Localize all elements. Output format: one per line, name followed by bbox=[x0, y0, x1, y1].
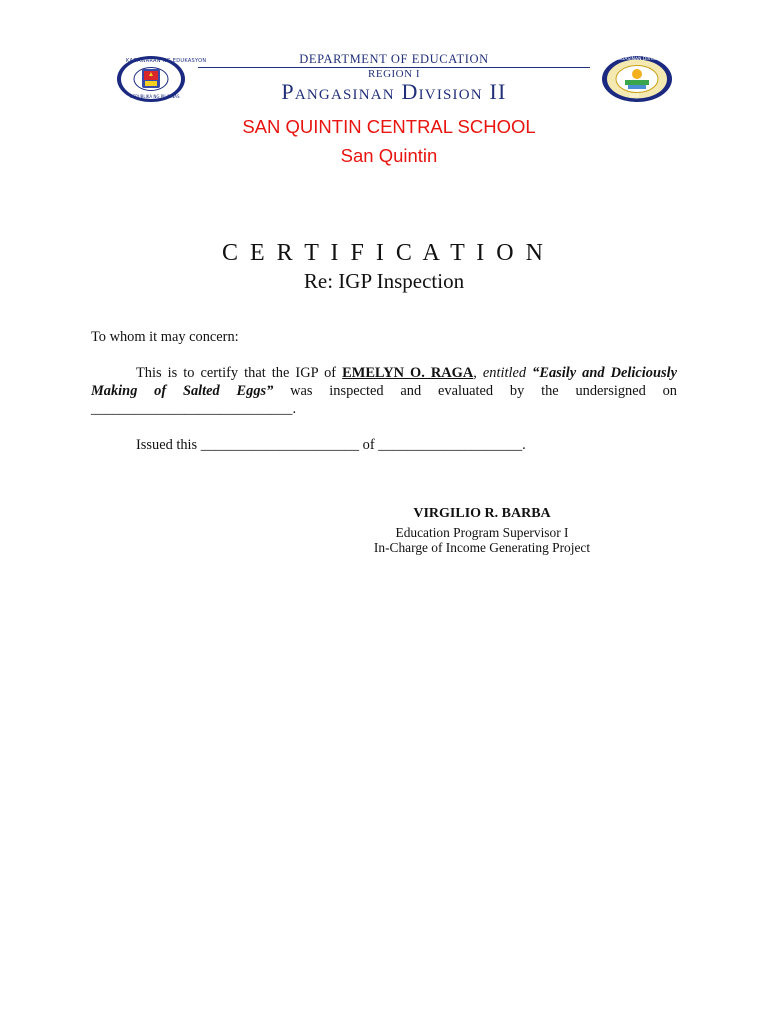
inspection-text: was inspected and evaluated by the undersigned on bbox=[273, 383, 677, 399]
entitled-word: entitled bbox=[482, 365, 527, 381]
department-name: DEPARTMENT OF EDUCATION bbox=[299, 52, 489, 66]
cert-prefix: This is to certify that the IGP of bbox=[136, 365, 343, 381]
cert-line-1 bbox=[91, 364, 677, 382]
recipient-name: EMELYN O. RAGA bbox=[342, 365, 474, 381]
document-title: C E R T I F I C A T I O N bbox=[222, 240, 546, 266]
issued-day-blank: ______________________ bbox=[200, 437, 360, 453]
issued-month-blank: ____________________. bbox=[378, 437, 526, 453]
salutation: To whom it may concern: bbox=[91, 329, 239, 345]
right-seal-text: PANGASINAN DIVISION II bbox=[612, 57, 668, 62]
left-seal-text: KAGAWARAN NG EDUKASYON bbox=[126, 58, 207, 64]
signatory-position: Education Program Supervisor I bbox=[395, 525, 569, 540]
issued-line bbox=[91, 436, 722, 454]
cert-line-2 bbox=[91, 382, 677, 400]
document-subtitle: Re: IGP Inspection bbox=[303, 269, 465, 293]
right-seal-year: 2000 bbox=[629, 93, 640, 98]
left-seal-subtext: REPUBLIKA NG PILIPINAS bbox=[130, 94, 180, 99]
school-name: SAN QUINTIN CENTRAL SCHOOL bbox=[242, 116, 536, 137]
project-title-part2: Making of Salted Eggs” bbox=[91, 383, 274, 399]
issued-of: of bbox=[359, 437, 379, 453]
project-title-part1: “Easily and Deliciously bbox=[532, 365, 677, 381]
issued-prefix: Issued this bbox=[136, 437, 201, 453]
signatory-name: VIRGILIO R. BARBA bbox=[413, 506, 551, 521]
school-town: San Quintin bbox=[340, 145, 438, 166]
region-name: REGION I bbox=[368, 68, 420, 80]
division-name: Pangasinan Division II bbox=[281, 79, 507, 104]
comma: , bbox=[473, 365, 483, 381]
signatory-role: In-Charge of Income Generating Project bbox=[373, 540, 591, 555]
cert-line-3: ____________________________. bbox=[91, 401, 297, 417]
